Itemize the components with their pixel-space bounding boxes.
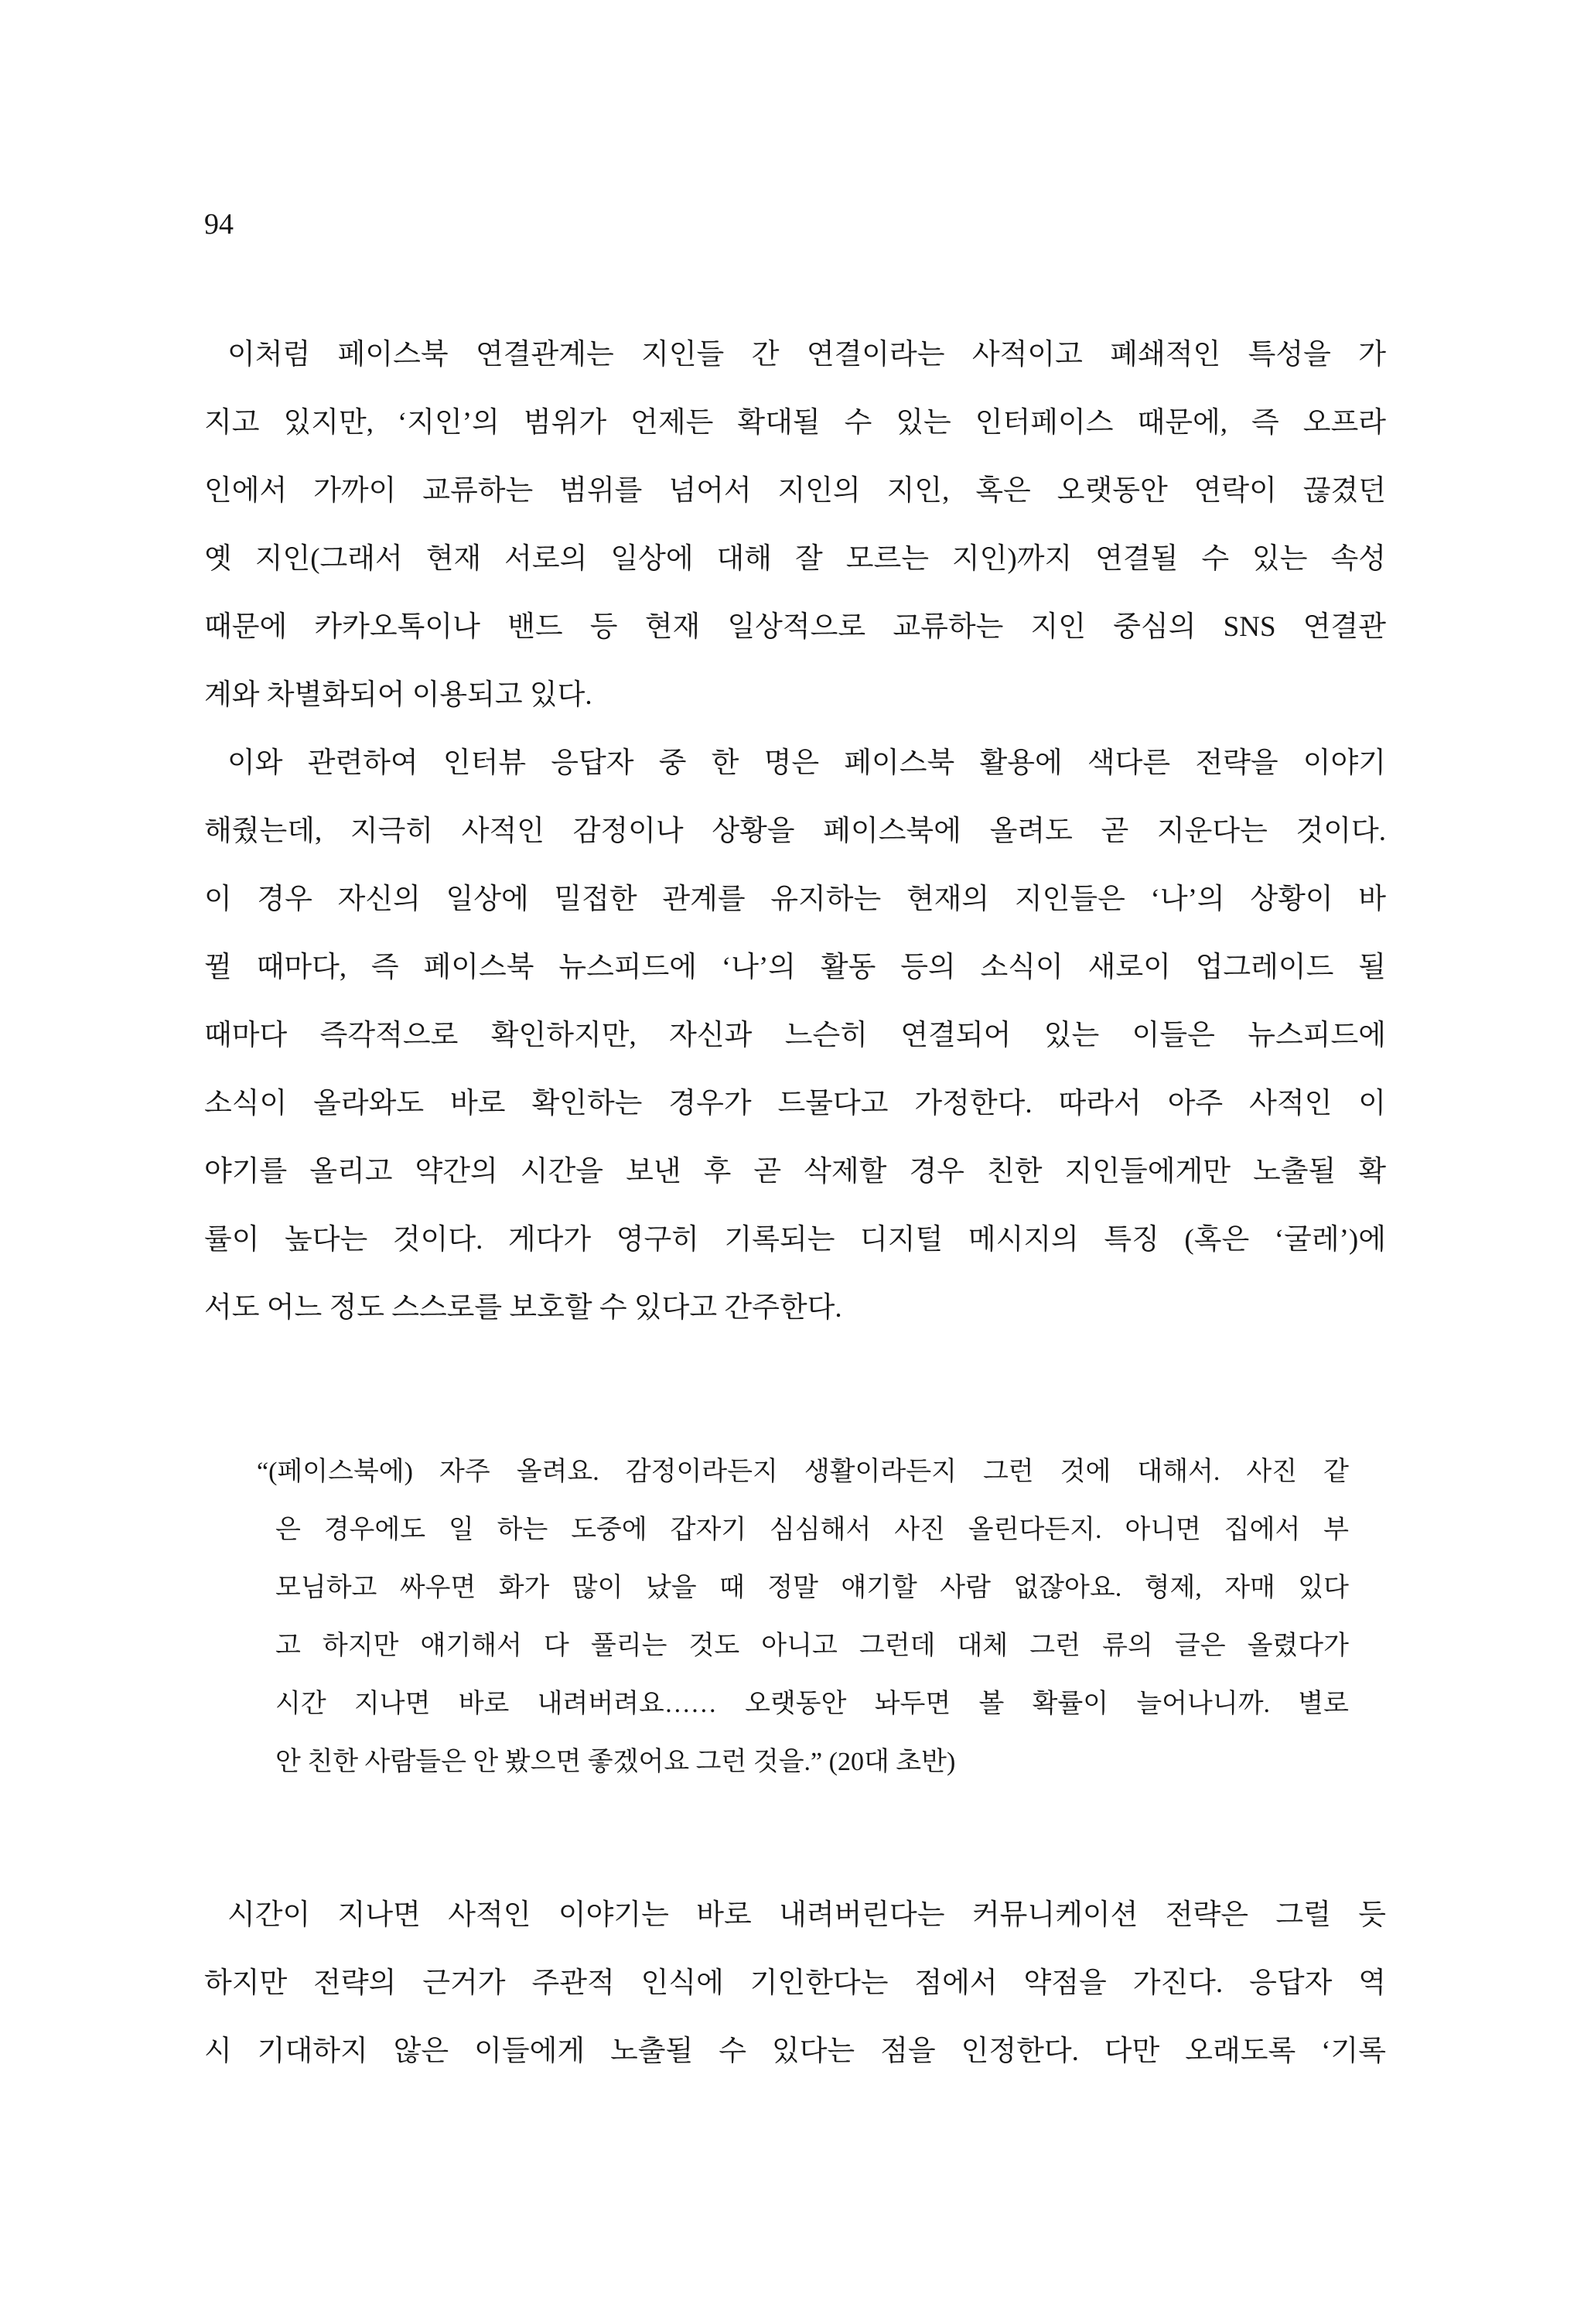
quote-line: 고 하지만 얘기해서 다 풀리는 것도 아니고 그런데 대체 그런 류의 글은 올렸다가 (275, 1632, 1349, 1660)
paragraph-line: 이와 관련하여 인터뷰 응답자 중 한 명은 페이스북 활용에 색다른 전략을 이야기 (227, 747, 1386, 779)
paragraph-line: 률이 높다는 것이다. 게다가 영구히 기록되는 디지털 메시지의 특징 (혹은 ‘굴레’)에 (204, 1224, 1386, 1256)
quote-line: 모님하고 싸우면 화가 많이 났을 때 정말 얘기할 사람 없잖아요. 형제, 자매 있다 (275, 1574, 1349, 1602)
quote-line: 은 경우에도 일 하는 도중에 갑자기 심심해서 사진 올린다든지. 아니면 집에서 부 (275, 1516, 1349, 1544)
paragraph-line: 지고 있지만, ‘지인’의 범위가 언제든 확대될 수 있는 인터페이스 때문에, 즉 오프라 (204, 407, 1386, 439)
paragraph-line: 때마다 즉각적으로 확인하지만, 자신과 느슨히 연결되어 있는 이들은 뉴스피드에 (204, 1020, 1386, 1051)
paragraph-line: 시간이 지나면 사적인 이야기는 바로 내려버린다는 커뮤니케이션 전략은 그럴 듯 (227, 1899, 1386, 1931)
paragraph-line: 이 경우 자신의 일상에 밀접한 관계를 유지하는 현재의 지인들은 ‘나’의 상황이 바 (204, 883, 1386, 915)
paragraph-line: 서도 어느 정도 스스로를 보호할 수 있다고 간주한다. (204, 1292, 842, 1324)
quote-line: 시간 지나면 바로 내려버려요…… 오랫동안 놔두면 볼 확률이 늘어나니까. 별로 (275, 1690, 1349, 1718)
paragraph-line: 인에서 가까이 교류하는 범위를 넘어서 지인의 지인, 혹은 오랫동안 연락이 끊겼던 (204, 475, 1386, 507)
paragraph-line: 옛 지인(그래서 현재 서로의 일상에 대해 잘 모르는 지인)까지 연결될 수 있는 속성 (204, 543, 1386, 575)
paragraph-3 (204, 1881, 1386, 2086)
paragraph-line: 해줬는데, 지극히 사적인 감정이나 상황을 페이스북에 올려도 곧 지운다는 것이다. (204, 815, 1386, 847)
paragraph-line: 시 기대하지 않은 이들에게 노출될 수 있다는 점을 인정한다. 다만 오래도록 ‘기록 (204, 2035, 1386, 2067)
interview-quote (257, 1443, 1349, 1791)
paragraph-line: 하지만 전략의 근거가 주관적 인식에 기인한다는 점에서 약점을 가진다. 응답자 역 (204, 1967, 1386, 1999)
page-number: 94 (204, 208, 234, 241)
paragraph-line: 뀔 때마다, 즉 페이스북 뉴스피드에 ‘나’의 활동 등의 소식이 새로이 업그레이드 될 (204, 952, 1386, 983)
paragraph-line: 소식이 올라와도 바로 확인하는 경우가 드물다고 가정한다. 따라서 아주 사적인 이 (204, 1088, 1386, 1119)
quote-line: 안 친한 사람들은 안 봤으면 좋겠어요 그런 것을.” (20대 초반) (275, 1748, 956, 1776)
paragraph-1 (204, 321, 1386, 730)
paragraph-2 (204, 730, 1386, 1342)
paragraph-line: 때문에 카카오톡이나 밴드 등 현재 일상적으로 교류하는 지인 중심의 SNS 연결관 (204, 611, 1386, 643)
paragraph-line: 이처럼 페이스북 연결관계는 지인들 간 연결이라는 사적이고 폐쇄적인 특성을 가 (227, 339, 1386, 371)
quote-line: “(페이스북에) 자주 올려요. 감정이라든지 생활이라든지 그런 것에 대해서. 사진 같 (257, 1458, 1349, 1486)
paragraph-line: 계와 차별화되어 이용되고 있다. (204, 679, 592, 711)
paragraph-line: 야기를 올리고 약간의 시간을 보낸 후 곧 삭제할 경우 친한 지인들에게만 노출될 확 (204, 1156, 1386, 1188)
